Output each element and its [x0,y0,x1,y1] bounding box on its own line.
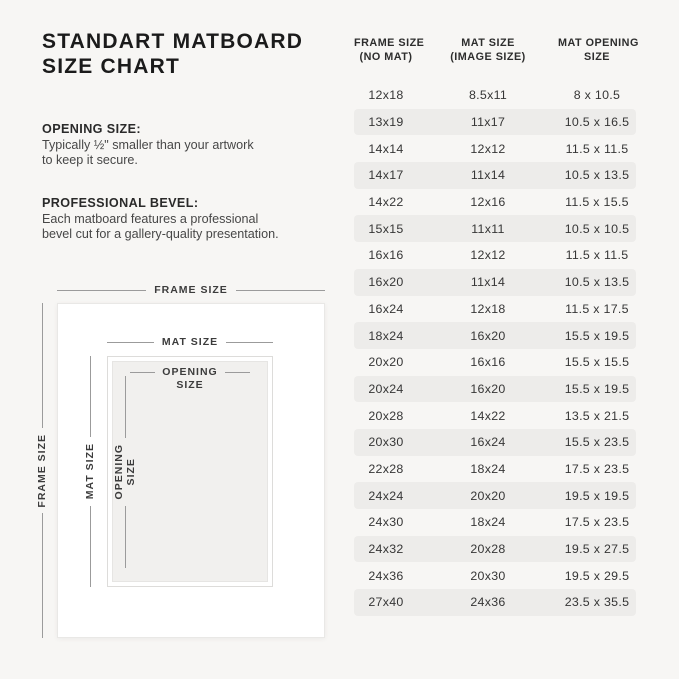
table-cell: 14x22 [470,408,506,423]
table-row [354,456,636,483]
section-heading: PROFESSIONAL BEVEL: [42,196,199,210]
table-cell: 20x28 [368,408,404,423]
table-cell: 13x19 [368,115,404,130]
column-header-line: (IMAGE SIZE) [450,50,526,63]
opening-size-top-label [130,366,250,391]
table-cell: 23.5 x 35.5 [564,595,630,610]
table-row [354,82,636,109]
table-cell: 16x24 [470,435,506,450]
table-cell: 12x12 [470,248,506,263]
section-text-line: Each matboard features a professional [42,212,259,226]
rule-line [90,356,91,437]
page-title [42,29,303,79]
mat-size-left-label [83,356,97,587]
table-cell: 24x30 [368,515,404,530]
table-cell: 11.5 x 11.5 [565,248,629,263]
table-cell: 18x24 [368,328,404,343]
table-row [354,562,636,589]
section-text-line: Typically ½" smaller than your artwork [42,138,254,152]
mat-size-label-text: MAT SIZE [84,443,96,500]
frame-size-left-label [35,303,49,638]
mat-size-top-label [107,336,273,348]
section-text-line: bevel cut for a gallery-quality presentation. [42,226,279,241]
table-cell: 16x20 [368,275,404,290]
table-row [354,296,636,323]
column-header-line: SIZE [584,50,610,63]
table-cell: 14x14 [368,141,404,156]
column-header-line: FRAME SIZE [354,37,425,49]
table-cell: 15.5 x 23.5 [564,435,630,450]
rule-line [42,303,43,428]
opening-size-left-label [113,376,137,568]
frame-size-label-vertical [36,434,48,508]
table-row [354,269,636,296]
table-cell: 10.5 x 16.5 [564,115,630,130]
column-header-line: MAT OPENING [558,37,639,49]
rule-line [236,290,325,291]
frame-size-label-text: FRAME SIZE [36,433,48,508]
table-cell: 11.5 x 11.5 [565,141,629,156]
opening-size-label-line2: SIZE [176,379,204,391]
table-cell: 18x24 [470,515,506,530]
table-cell: 16x16 [470,355,506,370]
table-cell: 20x30 [470,568,506,583]
rule-line [226,342,273,343]
rule-line [57,290,146,291]
table-cell: 14x17 [368,168,404,183]
table-cell: 20x28 [470,542,506,557]
rule-line [225,372,250,373]
table-cell: 20x20 [368,355,404,370]
table-row [354,242,636,269]
section-professional-bevel [42,196,279,241]
opening-size-vertical-line2: SIZE [125,458,137,486]
table-cell: 17.5 x 23.5 [564,461,630,476]
page-title-line2: SIZE CHART [42,55,180,78]
table-cell: 17.5 x 23.5 [564,515,630,530]
table-row [354,536,636,563]
section-opening-size [42,122,254,167]
table-cell: 11.5 x 17.5 [565,301,629,316]
table-cell: 12x18 [368,88,404,103]
table-row [354,376,636,403]
rule-line [42,513,43,638]
table-cell: 16x20 [470,381,506,396]
table-cell: 20x30 [368,435,404,450]
table-cell: 11x17 [470,115,506,130]
table-cell: 11x11 [471,221,505,236]
table-row [354,322,636,349]
frame-size-label: FRAME SIZE [154,284,228,296]
table-cell: 16x20 [470,328,506,343]
table-cell: 8.5x11 [468,88,508,103]
table-cell: 20x24 [368,381,404,396]
table-row [354,109,636,136]
table-rows [354,82,636,616]
table-cell: 20x20 [470,488,506,503]
table-cell: 12x12 [470,141,506,156]
page-title-line1: STANDART MATBOARD [42,30,304,53]
section-text-line: to keep it secure. [42,152,138,167]
table-cell: 10.5 x 10.5 [564,221,630,236]
table-cell: 10.5 x 13.5 [564,168,630,183]
frame-size-top-label [57,284,325,296]
table-cell: 22x28 [368,461,404,476]
column-header-mat-size [418,37,558,64]
table-row [354,162,636,189]
table-row [354,215,636,242]
table-cell: 10.5 x 13.5 [564,275,630,290]
table-row [354,189,636,216]
table-cell: 24x24 [368,488,404,503]
rule-line [125,376,126,438]
table-row [354,589,636,616]
table-row [354,402,636,429]
table-cell: 11x14 [470,275,506,290]
table-cell: 24x36 [470,595,506,610]
rule-line [130,372,155,373]
table-cell: 15.5 x 19.5 [564,381,630,396]
section-heading: OPENING SIZE: [42,122,141,136]
table-header [354,37,639,64]
table-row [354,135,636,162]
table-row [354,509,636,536]
rule-line [125,506,126,568]
table-row [354,349,636,376]
opening-size-vertical-line1: OPENING [113,444,125,500]
table-cell: 12x16 [470,195,506,210]
table-cell: 15.5 x 15.5 [564,355,630,370]
table-cell: 15x15 [368,221,404,236]
table-cell: 27x40 [368,595,404,610]
table-cell: 19.5 x 27.5 [564,542,630,557]
table-cell: 16x16 [368,248,404,263]
table-cell: 12x18 [470,301,506,316]
table-cell: 16x24 [368,301,404,316]
table-cell: 15.5 x 19.5 [564,328,630,343]
column-header-line: (NO MAT) [359,50,413,63]
rule-line [90,506,91,587]
table-cell: 24x36 [368,568,404,583]
opening-size-label-vertical [113,444,137,499]
column-header-mat-opening [558,37,639,64]
column-header-line: MAT SIZE [461,37,515,49]
table-cell: 13.5 x 21.5 [564,408,630,423]
table-cell: 11x14 [470,168,506,183]
table-cell: 11.5 x 15.5 [565,195,629,210]
column-header-frame-size [354,37,425,64]
mat-size-label: MAT SIZE [161,336,219,348]
mat-size-label-vertical [84,443,96,499]
table-row [354,482,636,509]
table-row [354,429,636,456]
table-cell: 19.5 x 19.5 [564,488,630,503]
table-cell: 14x22 [368,195,404,210]
table-cell: 8 x 10.5 [573,88,621,103]
opening-size-label-line1: OPENING [162,366,218,378]
table-cell: 18x24 [470,461,506,476]
table-cell: 24x32 [368,542,404,557]
rule-line [107,342,154,343]
table-cell: 19.5 x 29.5 [564,568,630,583]
